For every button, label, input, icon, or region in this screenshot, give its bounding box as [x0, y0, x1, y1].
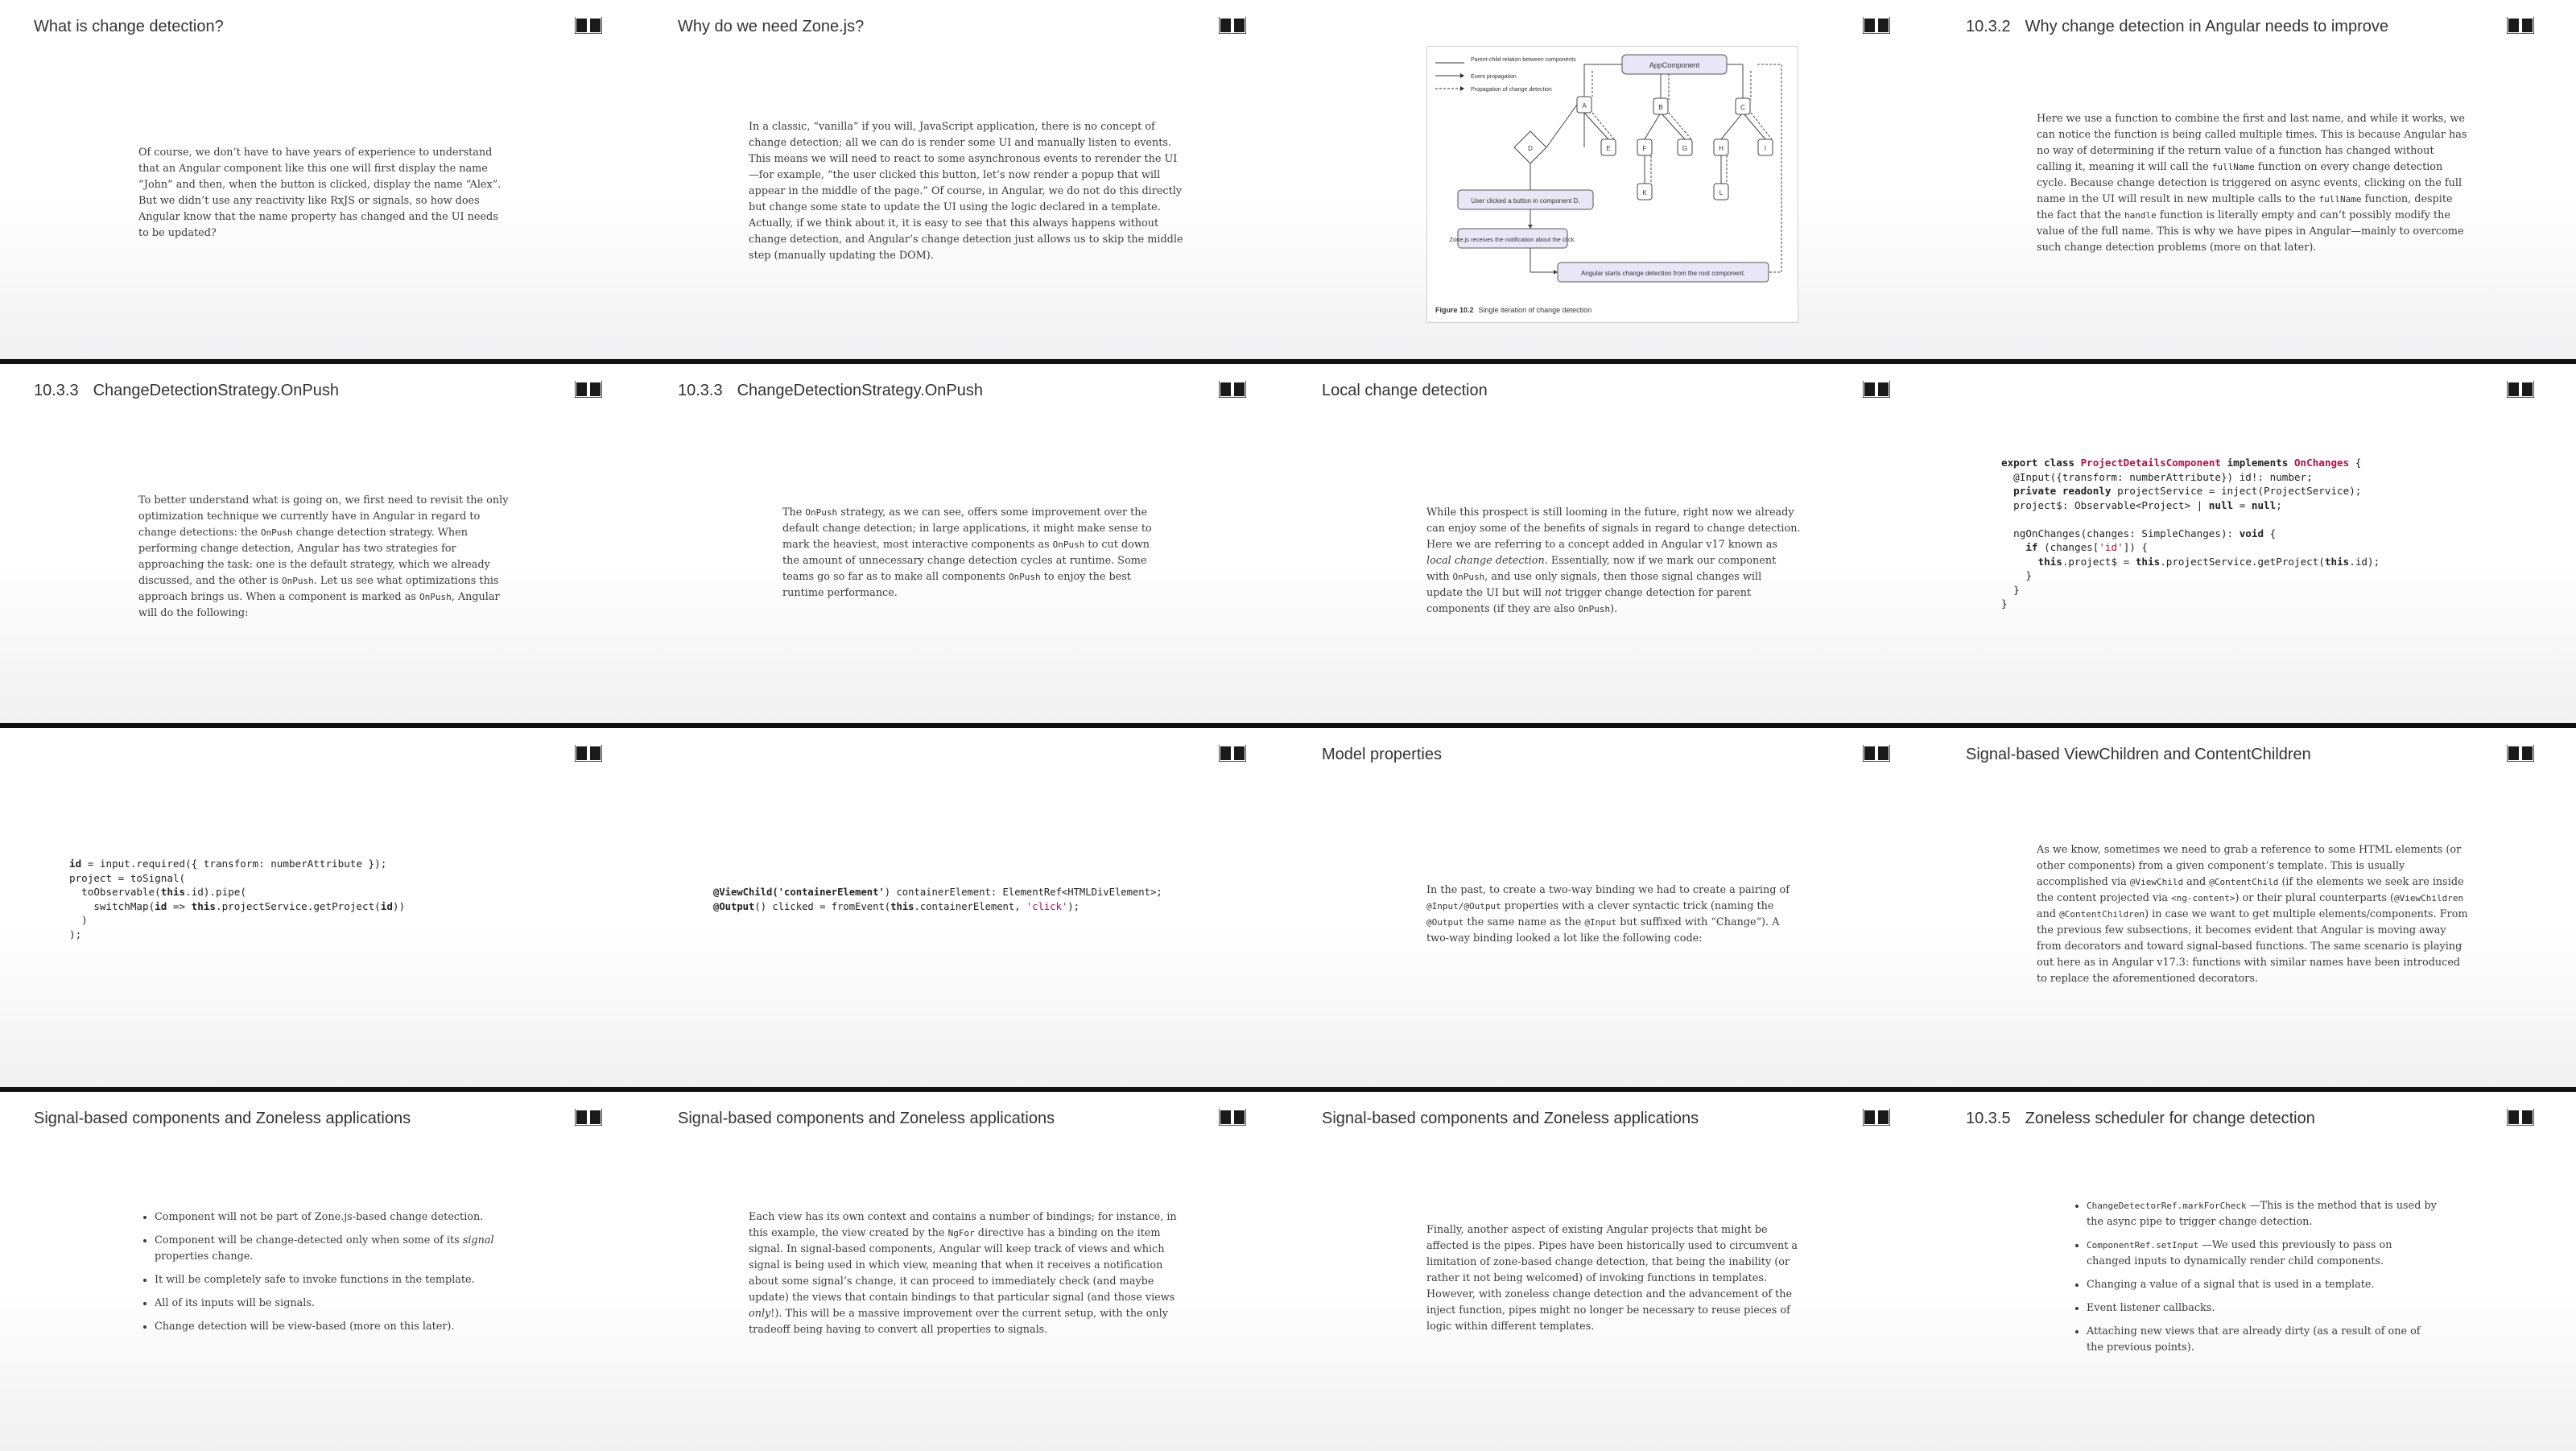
code-line: switchMap(id => this.projectService.getProject(id)) [69, 899, 406, 912]
paragraph: To better understand what is going on, we first need to revisit the only optimization technique we currently have in Angular in regard to change detections: the OnPush change detection strategy. When performing change detection, Angular has two strategies for approaching the task: one is the default strategy, which we already discussed, and the other is OnPush. Let us see what optimizations this approach brings us. When a component is marked as OnPush, Angular will do the following: [138, 494, 509, 619]
list-item: • Event listener callbacks. [2087, 1300, 2438, 1317]
code-line: @Output() clicked = fromEvent(this.containerElement, 'click'); [713, 900, 1080, 912]
figure-caption: Figure 10.2 Single iteration of change detection [1435, 306, 1592, 314]
node-L: L [1719, 189, 1724, 196]
slide-why-zonejs[interactable] [644, 0, 1288, 359]
book-icon [1863, 380, 1890, 398]
paragraph: Here we use a function to combine the first and last name, and while it works, we can notice the function is being called multiple times. This is because Angular has no way of determining if the return value of a function has changed without calling it, meaning it will call the fullName function on every change detection cycle. Because change detection is triggered on async events, clicking on the full name in the UI will result in new multiple calls to the fullName function, despite the fact that the handle function is literally empty and can’t possibly modify the value of the full name. This is why we have pipes in Angular—mainly to overcome such change detection problems (more on that later). [2037, 113, 2467, 254]
book-icon [1863, 1108, 1890, 1126]
slide-body [2037, 111, 2471, 256]
code-line: } [2001, 569, 2032, 581]
list-item: • Change detection will be view-based (more on this later). [155, 1319, 497, 1335]
node-I: I [1764, 145, 1767, 152]
slide-signal-components-1[interactable] [0, 1092, 644, 1451]
node-A: A [1582, 102, 1587, 110]
paragraph: Each view has its own context and contains a number of bindings; for instance, in this example, the view created by the NgFor directive has a binding on the item signal. In signal-based components, Angular will keep track of views and which signal is being used in which view, meaning that when it receives a notification about some signal’s change, it can proceed to immediately check (and maybe update) the views that contain bindings to that particular signal (and those views only!). This will be a massive improvement over the current setup, with the only tradeoff being having to convert all properties to signals. [749, 1211, 1177, 1336]
node-D: D [1528, 145, 1533, 152]
slide-body [138, 145, 507, 242]
slide-signal-components-3[interactable] [1288, 1092, 1932, 1451]
slide-title: Model properties [1322, 746, 1442, 763]
node-G: G [1682, 145, 1688, 152]
paragraph: As we know, sometimes we need to grab a reference to some HTML elements (or other components) from a given component’s template. This is usually accomplished via @ViewChild and @ContentChild (if the elements we seek are inside the content projected via <ng-content>) or their plural counterparts (@ViewChildren and @ContentChildren) in case we want to get multiple elements/components. From the previous few subsections, it becomes evident that Angular is moving away from decorators and toward signal-based functions. The same scenario is playing out here as in Angular v17.3: functions with similar names have been introduced to replace the aforementioned decorators. [2037, 844, 2468, 985]
slide-code-tosignal[interactable] [0, 728, 644, 1087]
book-icon [2507, 380, 2534, 398]
book-icon [1219, 380, 1246, 398]
code-line: project$: Observable<Project> | null = null; [2001, 498, 2282, 511]
step-3: Angular starts change detection from the root component. [1580, 270, 1746, 277]
code-block [69, 857, 405, 941]
node-root: AppComponent [1649, 61, 1700, 69]
book-icon [575, 16, 602, 34]
code-block [2001, 456, 2380, 611]
paragraph: In a classic, “vanilla” if you will, JavaScript application, there is no concept of change detection; all we can do is render some UI and manually listen to events. This means we will need to react to some asynchronous events to rerender the UI—for example, “the user clicked this button, let’s now render a popup that will appear in the middle of the page.” Of course, in Angular, we do not do this directly but change some state to update the UI using the logic declared in a template. Actually, if we think about it, it is easy to see that this always happens without change detection, and Angular’s change detection just allows us to skip the middle step (manually updating the DOM). [749, 121, 1183, 262]
slide-title: What is change detection? [34, 18, 224, 35]
slide-title: Why do we need Zone.js? [678, 18, 865, 35]
slide-why-change-detection-improve[interactable] [1932, 0, 2576, 359]
step-2: Zone.js receives the notification about the click. [1449, 236, 1576, 243]
figure [1426, 46, 1798, 323]
list-item: • It will be completely safe to invoke functions in the template. [155, 1272, 497, 1288]
slide-model-properties[interactable] [1288, 728, 1932, 1087]
node-K: K [1642, 189, 1647, 196]
legend-item: Event propagation [1471, 74, 1517, 80]
code-line: this.project$ = this.projectService.getProject(this.id); [2037, 555, 2380, 568]
slide-what-is-change-detection[interactable] [0, 0, 644, 359]
node-H: H [1719, 145, 1724, 152]
paragraph: In the past, to create a two-way binding we had to create a pairing of @Input/@Output properties with a clever syntactic trick (naming the @Output the same name as the @Input but suffixed with “Change”). A two-way binding looked a lot like the following code: [1426, 884, 1790, 945]
slide-title: Local change detection [1322, 382, 1488, 399]
slide-title: 10.3.2 Why change detection in Angular needs to improve [1966, 18, 2388, 35]
slide-figure-change-detection[interactable] [1288, 0, 1932, 359]
slide-title: Signal-based components and Zoneless applications [678, 1110, 1055, 1127]
code-line: private readonly projectService = inject(ProjectService); [2013, 485, 2362, 497]
code-line: @ViewChild('containerElement') containerElement: ElementRef<HTMLDivElement>; [713, 887, 1162, 898]
node-B: B [1658, 104, 1663, 111]
slide-zoneless-scheduler[interactable] [1932, 1092, 2576, 1451]
code-line: ); [69, 928, 82, 940]
paragraph: Of course, we don’t have to have years of experience to understand that an Angular component like this one will first display the name “John” and then, when the button is clicked, display the name “Alex”. But we didn’t use any reactivity like RxJS or signals, so how does Angular know that the name property has changed and the UI needs to be updated? [138, 147, 502, 239]
list-item: • ChangeDetectorRef.markForCheck —This is the method that is used by the async pipe to trigger change detection. [2087, 1198, 2438, 1230]
slide-onpush-1[interactable] [0, 364, 644, 723]
step-1: User clicked a button in component D. [1471, 197, 1580, 205]
code-line: @Input({transform: numberAttribute}) id!: number; [2001, 470, 2313, 483]
slide-body [1426, 505, 1801, 618]
bullet-list [2075, 1198, 2438, 1356]
code-line: id = input.required({ transform: numberAttribute }); [69, 858, 387, 870]
change-detection-diagram [1427, 47, 1798, 322]
slide-local-change-detection[interactable] [1288, 364, 1932, 723]
node-F: F [1642, 145, 1647, 152]
book-icon [2507, 1108, 2534, 1126]
slide-body [2037, 842, 2471, 987]
code-line: if (changes['id']) { [2025, 541, 2149, 553]
book-icon [2507, 744, 2534, 762]
code-line: ) [69, 914, 88, 926]
legend-item: Parent-child relation between components [1471, 57, 1576, 63]
node-C: C [1740, 104, 1745, 111]
slide-body [1426, 1222, 1801, 1335]
list-item: • Attaching new views that are already dirty (as a result of one of the previous points). [2087, 1324, 2438, 1356]
book-icon [1219, 744, 1246, 762]
slide-onpush-2[interactable] [644, 364, 1288, 723]
slide-signal-components-2[interactable] [644, 1092, 1288, 1451]
code-line: ngOnChanges(changes: SimpleChanges): void { [2001, 527, 2277, 539]
code-line: toObservable(this.id).pipe( [69, 886, 246, 898]
slide-body [782, 505, 1157, 601]
slide-title: 10.3.3 ChangeDetectionStrategy.OnPush [34, 382, 339, 399]
list-item: • ComponentRef.setInput —We used this previously to pass on changed inputs to dynamically render child components. [2087, 1238, 2438, 1270]
book-icon [2507, 16, 2534, 34]
bullet-list [143, 1209, 497, 1335]
code-line: project = toSignal( [69, 871, 186, 884]
paragraph: While this prospect is still looming in the future, right now we already can enjoy some of the benefits of signals in regard to change detection. Here we are referring to a concept added in Angular v17 known as local change detection. Essentially, now if we mark our component with OnPush, and use only signals, then those signal changes will update the UI but will not trigger change detection for parent components (if they are also OnPush). [1426, 506, 1801, 615]
code-line: export class ProjectDetailsComponent implements OnChanges { [2001, 457, 2362, 469]
book-icon [575, 380, 602, 398]
book-icon [575, 1108, 602, 1126]
slide-body [749, 1209, 1183, 1338]
book-icon [575, 744, 602, 762]
book-icon [1863, 744, 1890, 762]
slide-title: 10.3.5 Zoneless scheduler for change detection [1966, 1110, 2315, 1127]
slide-title: Signal-based components and Zoneless applications [1322, 1110, 1699, 1127]
list-item: • Component will not be part of Zone.js-based change detection. [155, 1209, 497, 1226]
slide-title: Signal-based components and Zoneless applications [34, 1110, 411, 1127]
list-item: • Changing a value of a signal that is used in a template. [2087, 1277, 2438, 1293]
slide-body [1426, 883, 1801, 947]
code-line: } [2001, 597, 2008, 610]
book-icon [1863, 16, 1890, 34]
paragraph: Finally, another aspect of existing Angular projects that might be affected is the pipes. Pipes have been historically used to circumvent a limitation of zone-based change detection, that being the inability (or rather it not being welcomed) of invoking functions in templates. However, with zoneless change detection and the advancement of the inject function, pipes might no longer be necessary to reuse pieces of logic within different templates. [1426, 1224, 1798, 1333]
slide-body [2075, 1198, 2438, 1363]
slide-code-viewchild[interactable] [644, 728, 1288, 1087]
slide-body [749, 119, 1183, 264]
code-block [713, 886, 1162, 914]
slide-body [143, 1209, 497, 1342]
code-line: } [2001, 583, 2020, 596]
slide-code-ngonchanges[interactable] [1932, 364, 2576, 723]
book-icon [1219, 16, 1246, 34]
slide-title: Signal-based ViewChildren and ContentChildren [1966, 746, 2311, 763]
slide-signal-viewchildren[interactable] [1932, 728, 2576, 1087]
list-item: • All of its inputs will be signals. [155, 1296, 497, 1312]
slide-body [138, 493, 513, 622]
book-icon [1219, 1108, 1246, 1126]
list-item: • Component will be change-detected only when some of its signal properties change. [155, 1233, 497, 1265]
node-E: E [1606, 145, 1611, 152]
legend-item: Propagation of change detection [1471, 87, 1552, 93]
paragraph: The OnPush strategy, as we can see, offers some improvement over the default change detection; in large applications, it might make sense to mark the heaviest, most interactive components as OnPush to cut down the amount of unnecessary change detection cycles at runtime. Some teams go so far as to make all components OnPush to enjoy the best runtime performance. [782, 506, 1152, 599]
slide-title: 10.3.3 ChangeDetectionStrategy.OnPush [678, 382, 983, 399]
